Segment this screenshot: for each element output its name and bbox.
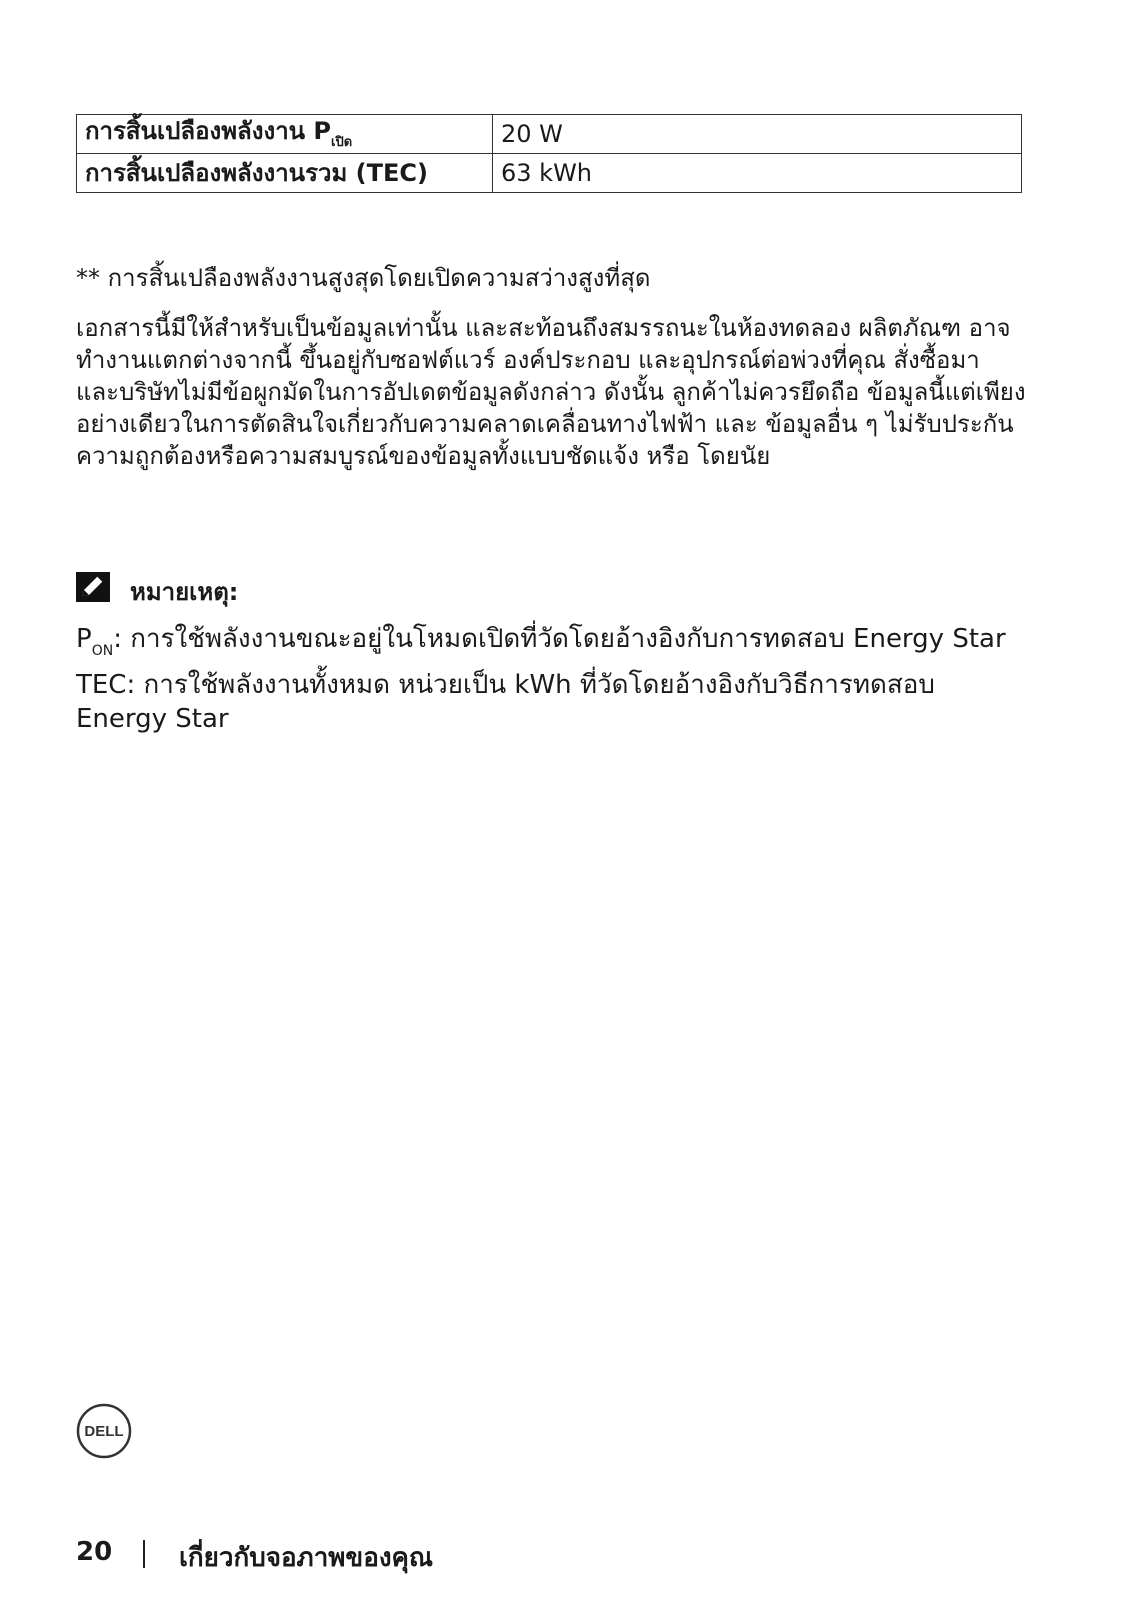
note-title: หมายเหตุ: <box>130 578 239 606</box>
pon-subscript: ON <box>91 643 114 659</box>
spec-table <box>76 114 1022 193</box>
spec-label: การสิ้นเปลืองพลังงาน $P_{เปิด}$ <box>77 115 493 154</box>
spec-value: 63 kWh <box>493 154 1022 193</box>
spec-value: 20 W <box>493 115 1022 154</box>
footnote: ** การสิ้นเปลืองพลังงานสูงสุดโดยเปิดความสว่างสูงที่สุด <box>76 264 651 292</box>
dell-logo <box>75 1402 133 1460</box>
dell-logo-text: DELL <box>84 1423 124 1440</box>
note-pencil-icon <box>76 572 110 602</box>
footer-section-title: เกี่ยวกับจอภาพของคุณ <box>179 1543 434 1573</box>
table-row <box>77 115 1022 154</box>
spec-label-subscript: เปิด <box>331 135 353 150</box>
note-pon: $P_{ON}$: การใช้พลังงานขณะอยู่ในโหมดเปิดที่วัดโดยอ้างอิงกับการทดสอบ Energy Star <box>76 624 1006 659</box>
note-tec: TEC: การใช้พลังงานทั้งหมด หน่วยเป็น kWh ที่วัดโดยอ้างอิงกับวิธีการทดสอบ Energy Star <box>76 670 935 734</box>
spec-label: การสิ้นเปลืองพลังงานรวม (TEC) <box>77 154 493 193</box>
table-row <box>77 154 1022 193</box>
page-number: 20 <box>76 1537 113 1567</box>
disclaimer-paragraph: เอกสารนี้มีให้สำหรับเป็นข้อมูลเท่านั้น และสะท้อนถึงสมรรถนะในห้องทดลอง ผลิตภัณฑ อาจทำงานแตกต่างจากนี้ ขึ้นอยู่กับซอฟต์แวร์ องค์ประกอบ และอุปกรณ์ต่อพ่วงที่คุณ สั่งซื้อมา และบริษัทไม่มีข้อผูกมัดในการอัปเดตข้อมูลดังกล่าว ดังนั้น ลูกค้าไม่ควรยึดถือ ข้อมูลนี้แต่เพียงอย่างเดียวในการตัดสินใจเกี่ยวกับความคลาดเคลื่อนทางไฟฟ้า และ ข้อมูลอื่น ๆ ไม่รับประกันความถูกต้องหรือความสมบูรณ์ของข้อมูลทั้งแบบชัดแจ้ง หรือ โดยนัย <box>76 314 1026 470</box>
footer-divider <box>143 1540 145 1568</box>
